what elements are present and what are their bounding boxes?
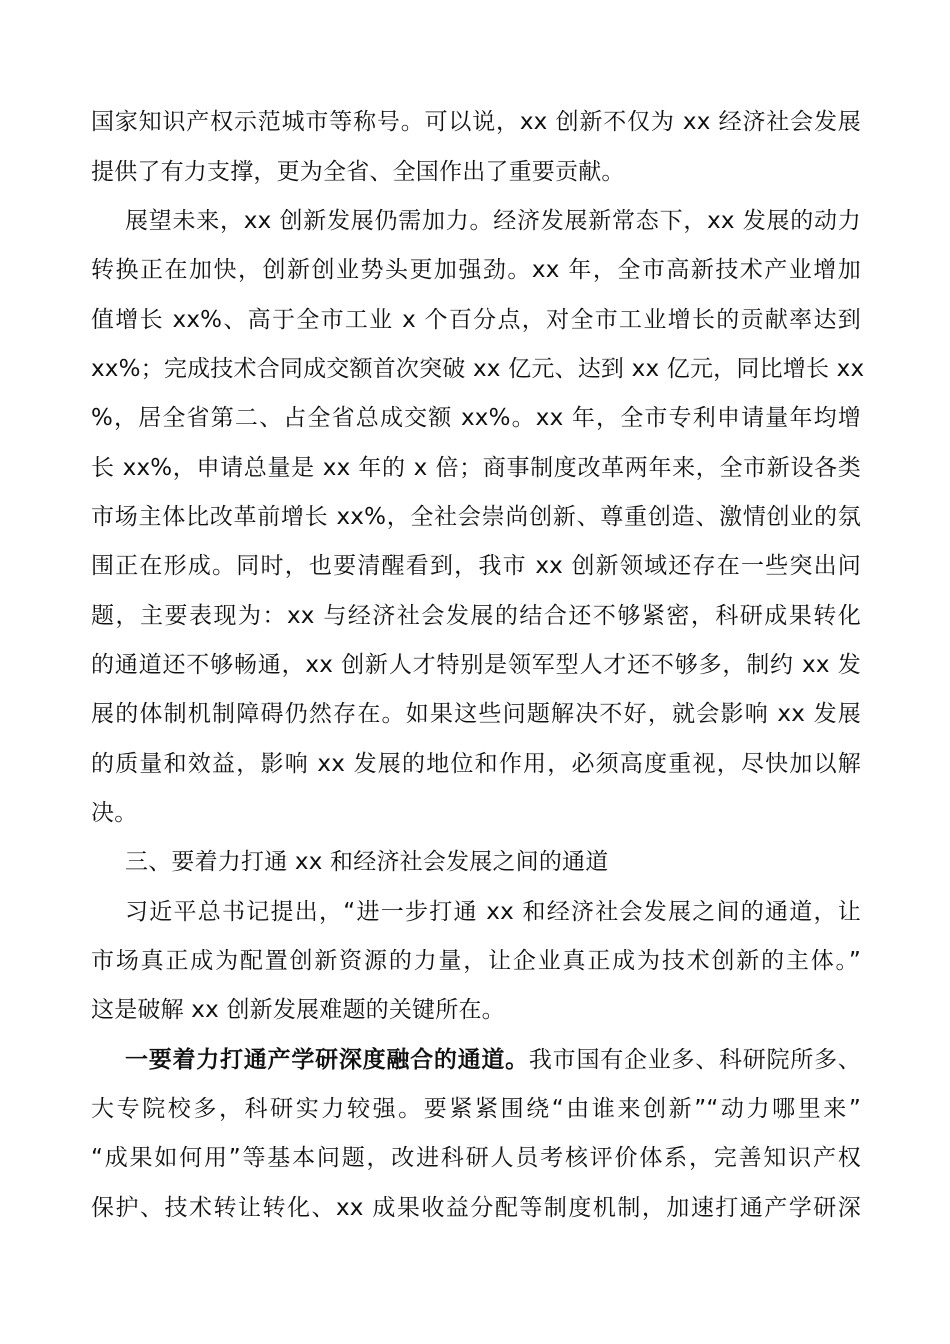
text-line: 的通道还不够畅通，xx 创新人才特别是领军型人才还不够多，制约 xx 发 — [91, 652, 861, 678]
text-line: xx%；完成技术合同成交额首次突破 xx 亿元、达到 xx 亿元，同比增长 xx — [91, 356, 865, 382]
text-line: 转换正在加快，创新创业势头更加强劲。xx 年，全市高新技术产业增加 — [91, 257, 861, 283]
text-line: 市场真正成为配置创新资源的力量，让企业真正成为技术创新的主体。” — [91, 948, 861, 974]
paragraph-first-line — [125, 1036, 861, 1085]
text-line: 值增长 xx%、高于全市工业 x 个百分点，对全市工业增长的贡献率达到 — [91, 307, 861, 333]
text-line: “成果如何用”等基本问题，改进科研人员考核评价体系，完善知识产权 — [91, 1145, 861, 1171]
bold-lead-sentence: 一要着力打通产学研深度融合的通道。 — [125, 1047, 529, 1073]
text-line: 长 xx%，申请总量是 xx 年的 x 倍；商事制度改革两年来，全市新设各类 — [91, 455, 861, 481]
text-line: 围正在形成。同时，也要清醒看到，我市 xx 创新领域还存在一些突出问 — [91, 553, 861, 579]
text-line: 国家知识产权示范城市等称号。可以说，xx 创新不仅为 xx 经济社会发展 — [91, 109, 861, 135]
text-line: 这是破解 xx 创新发展难题的关键所在。 — [91, 997, 505, 1023]
text-line: 市场主体比改革前增长 xx%，全社会崇尚创新、尊重创造、激情创业的氛 — [91, 504, 861, 530]
text-line: 题，主要表现为：xx 与经济社会发展的结合还不够紧密，科研成果转化 — [91, 603, 861, 629]
text-line: 展的体制机制障碍仍然存在。如果这些问题解决不好，就会影响 xx 发展 — [91, 701, 861, 727]
section-heading: 三、要着力打通 xx 和经济社会发展之间的通道 — [125, 849, 609, 875]
paragraph-first-line: 展望未来，xx 创新发展仍需加力。经济发展新常态下，xx 发展的动力 — [125, 208, 861, 234]
text-line: 决。 — [91, 800, 138, 826]
paragraph-first-line: 习近平总书记提出，“进一步打通 xx 和经济社会发展之间的通道，让 — [125, 899, 861, 925]
text-line: 大专院校多，科研实力较强。要紧紧围绕“由谁来创新”“动力哪里来” — [91, 1096, 861, 1122]
lead-continuation: 我市国有企业多、科研院所多、 — [528, 1047, 861, 1073]
text-line: %，居全省第二、占全省总成交额 xx%。xx 年，全市专利申请量年均增 — [91, 405, 861, 431]
text-line: 提供了有力支撑，更为全省、全国作出了重要贡献。 — [91, 159, 625, 185]
text-line: 的质量和效益，影响 xx 发展的地位和作用，必须高度重视，尽快加以解 — [91, 751, 861, 777]
text-line: 保护、技术转让转化、xx 成果收益分配等制度机制，加速打通产学研深 — [91, 1195, 861, 1221]
